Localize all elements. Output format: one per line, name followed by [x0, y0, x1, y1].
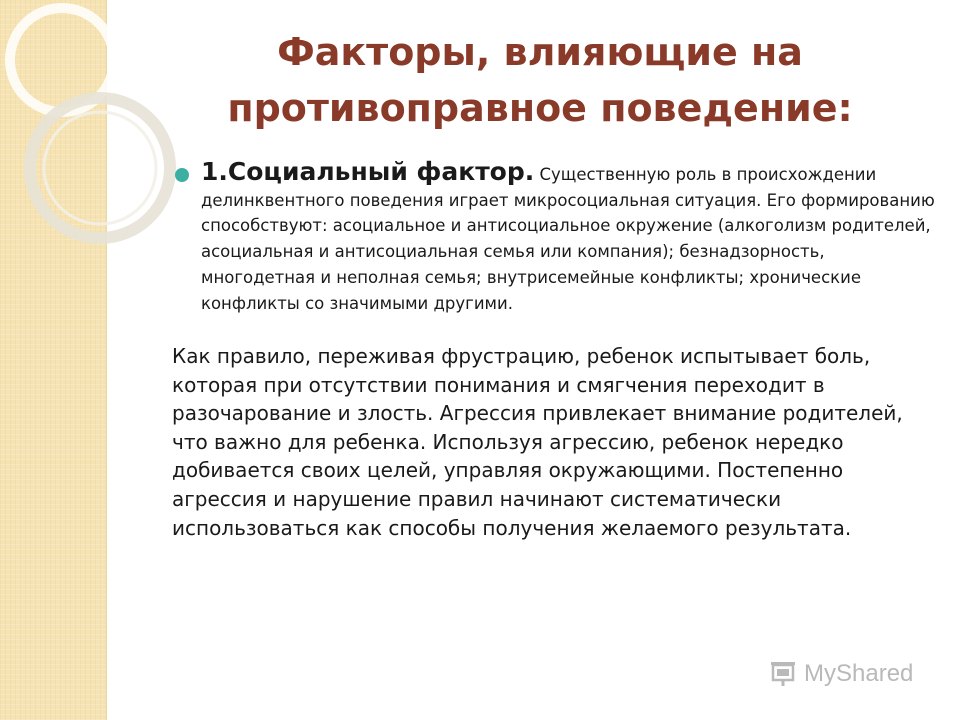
deco-circle-inner: [44, 112, 156, 224]
bullet-item: [201, 159, 941, 316]
projector-screen-icon: [768, 659, 798, 689]
bullet-heading: 1.Социальный фактор.: [201, 157, 535, 186]
bullet-body: Существенную роль в происхождении делинквентного поведения играет микросоциальная ситуация. Его формированию способствуют: асоциальное и антисоциальное окружение (алкоголизм родителей, асоциальная и антисоциальная семья или компания); безнадзорность, многодетная и неполная семья; внутрисемейные конфликты; хронические конфликты со значимыми другими.: [201, 165, 935, 313]
watermark: [768, 656, 913, 692]
watermark-text: MyShared: [804, 660, 914, 687]
bullet-dot: [175, 168, 189, 182]
slide-title: Факторы, влияющие на противоправное поведение:: [227, 30, 853, 130]
deco-circle-middle: [30, 98, 170, 238]
body-paragraph: Как правило, переживая фрустрацию, ребенок испытывает боль, которая при отсутствии понимания и смягчения переходит в разочарование и злость. Агрессия привлекает внимание родителей, что важно для ребенка. Используя агрессию, ребенок нередко добивается своих целей, управляя окружающими. Постепенно агрессия и нарушение правил начинают систематически использоваться как способы получения желаемого результата.: [172, 344, 903, 540]
